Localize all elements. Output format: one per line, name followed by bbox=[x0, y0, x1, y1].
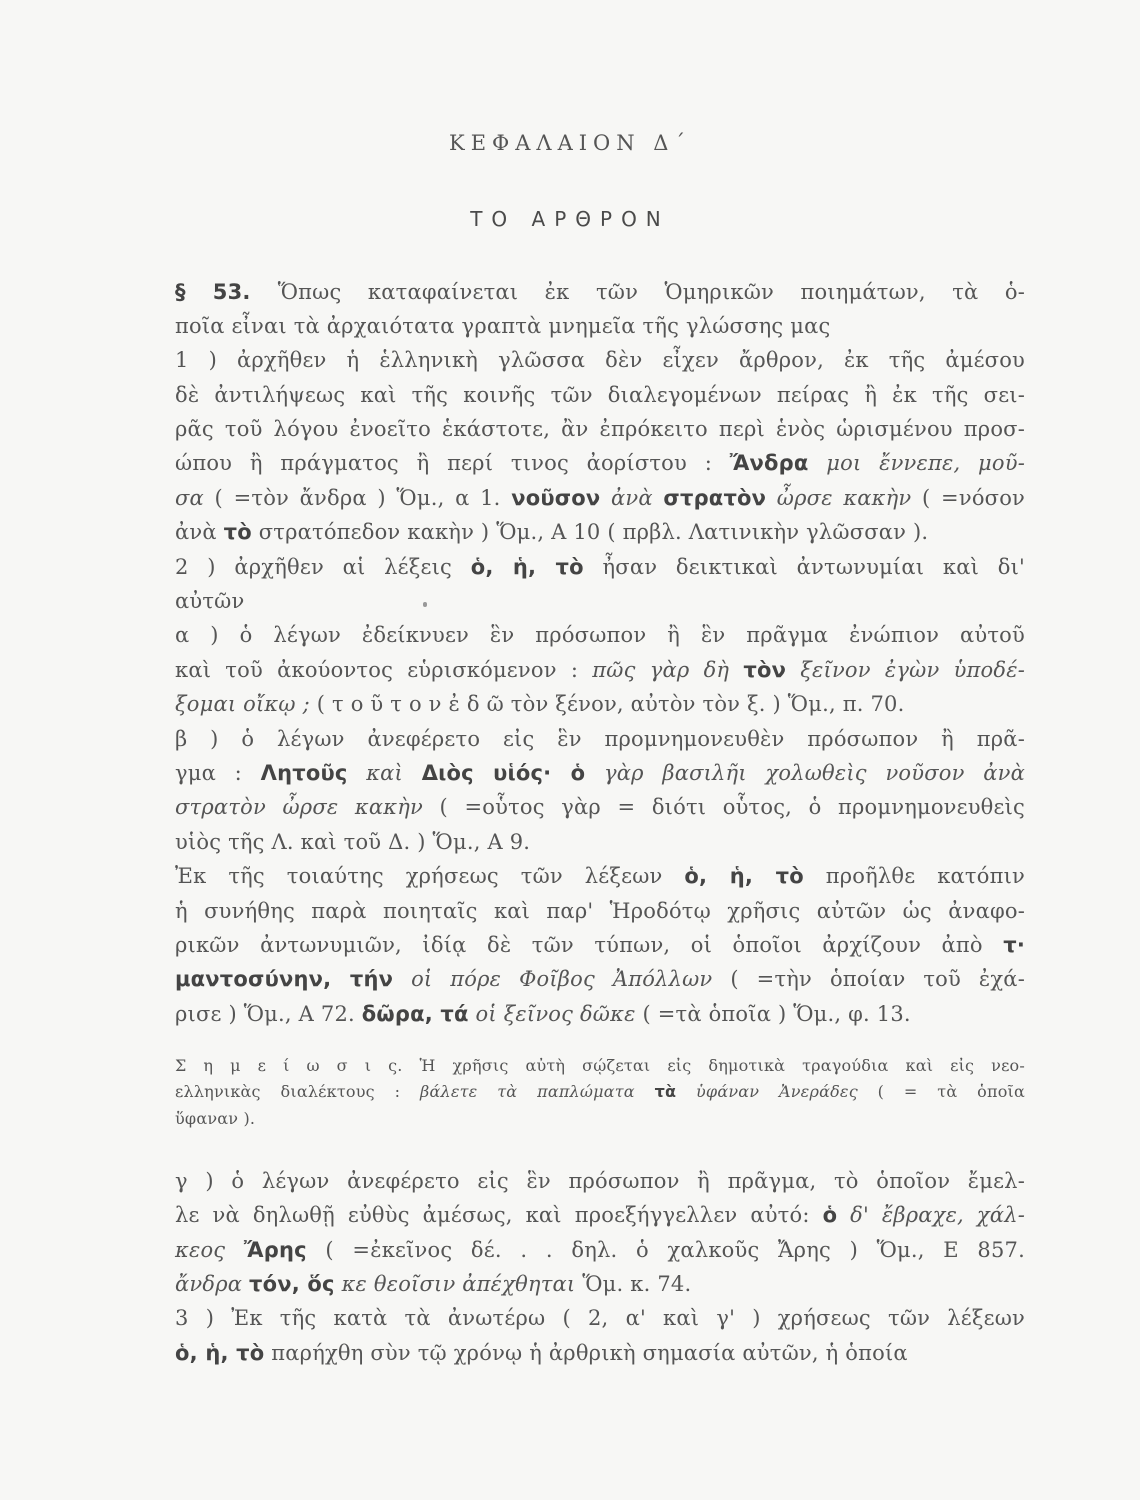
text-run: ἦσαν δεικτικαὶ ἀντωνυμίαι καὶ δι' bbox=[583, 555, 1026, 579]
italic-quote: ὑφάναν Ἀνεράδες bbox=[676, 1082, 858, 1101]
text-run: στρατόπεδον κακὴν ) Ὅμ., Α 10 ( πρβλ. Λατινικὴν γλῶσσαν ). bbox=[251, 520, 929, 544]
text-run: 2 ) ἀρχῆθεν αἱ λέξεις bbox=[175, 555, 471, 579]
bold-term: ὁ, ἡ, τὸ bbox=[175, 1341, 265, 1365]
lines-line bbox=[175, 1002, 1025, 1026]
italic-quote: πῶς γὰρ δὴ bbox=[592, 658, 744, 682]
text-run: γ ) ὁ λέγων ἀνεφέρετο εἰς ἓν πρόσωπον ἢ πρᾶγμα, τὸ ὁποῖον ἔμελ- bbox=[175, 1169, 1025, 1193]
text-run: ρᾶς τοῦ λόγου ἐνοεῖτο ἑκάστοτε, ἂν ἐπρόκειτο περὶ ἑνὸς ὡρισμένου προσ- bbox=[175, 417, 1025, 441]
text-run: καὶ τοῦ ἀκούοντος εὑρισκόμενον : bbox=[175, 658, 593, 682]
text-run: Ὅμ. κ. 74. bbox=[575, 1272, 692, 1296]
text-run: β ) ὁ λέγων ἀνεφέρετο εἰς ἓν προμνημονευθὲν πρόσωπον ἢ πρᾶ- bbox=[175, 727, 1025, 751]
lines-line bbox=[175, 623, 1025, 647]
lines-line bbox=[175, 795, 1025, 819]
italic-quote: ἄνδρα bbox=[175, 1272, 249, 1296]
text-run: ρισε ) Ὅμ., Α 72. bbox=[175, 1002, 362, 1026]
lines-line bbox=[175, 933, 1025, 957]
bold-term: μαντοσύνην, τήν bbox=[175, 967, 394, 991]
bold-term: Λητοῦς bbox=[260, 761, 348, 785]
italic-quote: δ' ἔβραχε, χάλ- bbox=[837, 1203, 1025, 1227]
italic-quote: ἀνὰ bbox=[600, 486, 664, 510]
lines-line bbox=[175, 1203, 1025, 1227]
italic-quote: βάλετε τὰ παπλώματα bbox=[420, 1082, 655, 1101]
lines-line bbox=[175, 899, 1025, 923]
lines-line bbox=[175, 967, 1025, 991]
lines-line bbox=[175, 589, 1025, 613]
note_lines-line bbox=[175, 1081, 1025, 1103]
text-run: παρήχθη σὺν τῷ χρόνῳ ἡ ἀρθρικὴ σημασία αὐτῶν, ἡ ὁποία bbox=[264, 1341, 908, 1365]
text-run: ἀνὰ bbox=[175, 520, 224, 544]
bold-term: στρατὸν bbox=[663, 486, 767, 510]
lines-line bbox=[175, 1238, 1025, 1262]
text-run: Σ η μ ε ί ω σ ι ς. Ἡ χρῆσις αὐτὴ σῴζεται εἰς δημοτικὰ τραγούδια καὶ εἰς νεο- bbox=[175, 1056, 1025, 1075]
italic-quote: κε θεοῖσιν ἀπέχθηται bbox=[334, 1272, 576, 1296]
lines-line bbox=[175, 348, 1025, 372]
text-run: δὲ ἀντιλήψεως καὶ τῆς κοινῆς τῶν διαλεγομένων πείρας ἢ ἐκ τῆς σει- bbox=[175, 383, 1025, 407]
italic-quote: ξεῖνον ἐγὼν ὑποδέ- bbox=[786, 658, 1026, 682]
text-run: 1 ) ἀρχῆθεν ἡ ἑλληνικὴ γλῶσσα δὲν εἶχεν ἄρθρον, ἐκ τῆς ἀμέσου bbox=[175, 348, 1025, 372]
bold-term: ὁ, ἡ, τὸ bbox=[470, 555, 584, 579]
text-run: ελληνικὰς διαλέκτους : bbox=[175, 1082, 421, 1101]
lines-line bbox=[175, 383, 1025, 407]
text-run: γμα : bbox=[175, 761, 261, 785]
text-run: Ἐκ τῆς τοιαύτης χρήσεως τῶν λέξεων bbox=[175, 864, 685, 888]
text-run: ποῖα εἶναι τὰ ἀρχαιότατα γραπτὰ μνημεῖα τῆς γλώσσης μας bbox=[175, 314, 831, 338]
italic-quote: ὦρσε κακὴν bbox=[766, 486, 912, 510]
text-run: ὕφαναν ). bbox=[175, 1109, 256, 1128]
italic-quote: καὶ bbox=[347, 761, 422, 785]
text-run: ( =τὰ ὁποῖα ) Ὅμ., φ. 13. bbox=[635, 1002, 911, 1026]
bold-term: Διὸς υἱός· ὁ bbox=[421, 761, 586, 785]
lines-line bbox=[175, 1306, 1025, 1330]
lines-line bbox=[175, 314, 1025, 338]
text-run: 3 ) Ἐκ τῆς κατὰ τὰ ἀνωτέρω ( 2, α' καὶ γ' ) χρήσεως τῶν λέξεων bbox=[175, 1306, 1025, 1330]
italic-quote: οἱ ξεῖνος δῶκε bbox=[468, 1002, 636, 1026]
text-run: ( =τὸν ἄνδρα ) Ὅμ., α 1. bbox=[203, 486, 512, 510]
speck-mark bbox=[423, 602, 427, 607]
italic-quote: μοι ἔννεπε, μοῦ- bbox=[808, 451, 1025, 475]
text-run: αὐτῶν bbox=[175, 589, 245, 613]
text-run: α ) ὁ λέγων ἐδείκνυεν ἓν πρόσωπον ἢ ἓν πρᾶγμα ἐνώπιον αὐτοῦ bbox=[175, 623, 1025, 647]
bold-term: τόν, ὅς bbox=[249, 1272, 335, 1296]
lines-line bbox=[175, 692, 1025, 716]
text-run: ( =οὗτος γὰρ = διότι οὗτος, ὁ προμνημονευθεὶς bbox=[422, 795, 1026, 819]
text-run: ( =νόσον bbox=[911, 486, 1026, 510]
lines-line bbox=[175, 1341, 1025, 1365]
text-run: υἱὸς τῆς Λ. καὶ τοῦ Δ. ) Ὅμ., Α 9. bbox=[175, 830, 531, 854]
italic-quote: γὰρ βασιλῆι χολωθεὶς νοῦσον ἀνὰ bbox=[585, 761, 1025, 785]
bold-term: τ· bbox=[1003, 933, 1025, 957]
lines-line bbox=[175, 761, 1025, 785]
bold-term: τὸ bbox=[223, 520, 252, 544]
text-run: ( =τὴν ὁποίαν τοῦ ἐχά- bbox=[712, 967, 1025, 991]
note_lines-line bbox=[175, 1055, 1025, 1077]
bold-term: τὰ bbox=[654, 1082, 677, 1101]
bold-term: τὸν bbox=[743, 658, 787, 682]
chapter-heading: ΚΕΦΑΛΑΙΟΝ Δ΄ bbox=[449, 131, 691, 155]
text-run: προῆλθε κατόπιν bbox=[803, 864, 1025, 888]
lines-line bbox=[175, 864, 1025, 888]
note_lines-line bbox=[175, 1108, 1025, 1130]
text-run: ( =ἐκεῖνος δέ. . . δηλ. ὁ χαλκοῦς Ἄρης ) Ὅμ., Ε 857. bbox=[306, 1238, 1025, 1262]
text-run: Ὅπως καταφαίνεται ἐκ τῶν Ὁμηρικῶν ποιημάτων, τὰ ὁ- bbox=[277, 280, 1026, 304]
italic-quote: στρατὸν ὦρσε κακὴν bbox=[175, 795, 423, 819]
text-run: λε νὰ δηλωθῇ εὐθὺς ἀμέσως, καὶ προεξήγγελλεν αὐτό: bbox=[175, 1203, 823, 1227]
italic-quote: οἱ πόρε Φοῖβος Ἀπόλλων bbox=[393, 967, 713, 991]
text-run: ἡ συνήθης παρὰ ποιηταῖς καὶ παρ' Ἡροδότῳ χρῆσις αὐτῶν ὡς ἀναφο- bbox=[175, 899, 1025, 923]
lines-line bbox=[175, 658, 1025, 682]
text-run: ( = τὰ ὁποῖα bbox=[857, 1082, 1026, 1101]
italic-quote: κεος bbox=[175, 1238, 244, 1262]
lines-line bbox=[175, 830, 1025, 854]
lines-line bbox=[175, 555, 1025, 579]
lines-line bbox=[175, 1272, 1025, 1296]
text-run: ( τ ο ῦ τ ο ν ἐ δ ῶ τὸν ξένον, αὐτὸν τὸν ξ. ) Ὅμ., π. 70. bbox=[309, 692, 905, 716]
italic-quote: σα bbox=[175, 486, 204, 510]
bold-term: δῶρα, τά bbox=[361, 1002, 469, 1026]
bold-term: νοῦσον bbox=[511, 486, 601, 510]
lines-line bbox=[175, 486, 1025, 510]
text-run: ώπου ἢ πράγματος ἢ περί τινος ἀορίστου : bbox=[175, 451, 730, 475]
text-run: ρικῶν ἀντωνυμιῶν, ἰδίᾳ δὲ τῶν τύπων, οἱ ὁποῖοι ἀρχίζουν ἀπὸ bbox=[175, 933, 1004, 957]
bold-term: Ἄρης bbox=[243, 1238, 307, 1262]
bold-term: ὁ bbox=[822, 1203, 838, 1227]
bold-term: ὁ, ἡ, τὸ bbox=[684, 864, 804, 888]
lines-line bbox=[175, 451, 1025, 475]
lines-line bbox=[175, 520, 1025, 544]
lines-line bbox=[175, 727, 1025, 751]
lines-line bbox=[175, 280, 1025, 304]
lines-line bbox=[175, 1169, 1025, 1193]
lines-line bbox=[175, 417, 1025, 441]
bold-term: § 53. bbox=[175, 280, 278, 304]
italic-quote: ξομαι οἴκῳ ; bbox=[175, 692, 310, 716]
section-title: ΤΟ ΑΡΘΡΟΝ bbox=[470, 207, 670, 231]
bold-term: Ἄνδρα bbox=[729, 451, 809, 475]
